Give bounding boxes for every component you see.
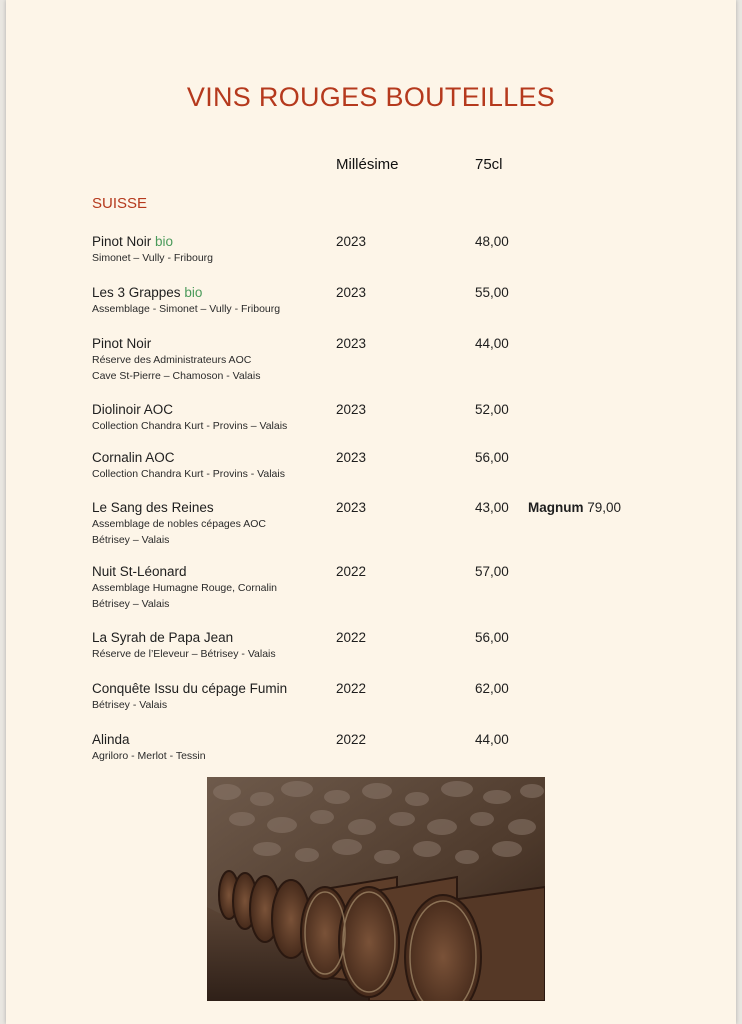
wine-name: Conquête Issu du cépage Fumin [92,681,288,696]
wine-vintage: 2023 [336,285,367,300]
wine-detail: Assemblage de nobles cépages AOC [92,518,266,530]
wine-name: Nuit St-Léonard [92,564,187,579]
wine-item [92,234,712,266]
wine-vintage: 2023 [336,500,367,515]
bio-label: bio [184,285,203,300]
wine-item [92,402,712,434]
wine-vintage: 2022 [336,732,367,747]
wine-item [92,732,712,764]
wine-item [92,285,712,317]
wine-detail: Assemblage - Simonet – Vully - Fribourg [92,303,281,315]
wine-detail: Bétrisey - Valais [92,699,168,711]
wine-name: Cornalin AOC [92,450,175,465]
wine-detail: Assemblage Humagne Rouge, Cornalin [92,582,278,594]
wine-price: 56,00 [475,450,509,465]
wine-name: La Syrah de Papa Jean [92,630,234,645]
wine-name: Alinda [92,732,130,747]
wine-vintage: 2023 [336,402,367,417]
wine-detail: Bétrisey – Valais [92,598,170,610]
page-title: VINS ROUGES BOUTEILLES [186,82,556,112]
wine-price: 57,00 [475,564,509,579]
wine-detail: Agriloro - Merlot - Tessin [92,750,206,762]
wine-vintage: 2022 [336,564,367,579]
wine-barrels-cellar-image [207,777,545,1001]
wine-detail: Réserve de l’Eleveur – Bétrisey - Valais [92,648,276,660]
section-heading-suisse: SUISSE [92,195,148,212]
wine-name: Le Sang des Reines [92,500,214,515]
wine-item [92,500,712,548]
wine-price: 62,00 [475,681,509,696]
wine-item [92,630,712,662]
wine-detail: Collection Chandra Kurt - Provins – Valais [92,420,288,432]
wine-detail: Bétrisey – Valais [92,534,170,546]
wine-item [92,564,712,612]
wine-name: Diolinoir AOC [92,402,174,417]
wine-vintage: 2023 [336,234,367,249]
wine-vintage: 2022 [336,681,367,696]
wine-vintage: 2023 [336,450,367,465]
wine-price: 43,00 [475,500,509,515]
wine-detail: Cave St-Pierre – Chamoson - Valais [92,370,261,382]
magnum-label: Magnum [528,500,584,515]
magnum-price: Magnum 79,00 [528,500,622,515]
bio-label: bio [155,234,174,249]
wine-item [92,336,712,384]
wine-price: 48,00 [475,234,509,249]
vintage-column-header: Millésime [336,156,399,173]
wine-vintage: 2023 [336,336,367,351]
menu-page [6,0,736,1024]
wine-detail: Simonet – Vully - Fribourg [92,252,213,264]
wine-price: 44,00 [475,732,509,747]
wine-price: 55,00 [475,285,509,300]
wine-price: 44,00 [475,336,509,351]
wine-name: Pinot Noir [92,336,152,351]
wine-name: Les 3 Grappes bio [92,285,203,300]
wine-price: 56,00 [475,630,509,645]
wine-price: 52,00 [475,402,509,417]
wine-item [92,681,712,713]
wine-detail: Collection Chandra Kurt - Provins - Valais [92,468,285,480]
wine-detail: Réserve des Administrateurs AOC [92,354,252,366]
price-column-header: 75cl [475,156,503,173]
wine-vintage: 2022 [336,630,367,645]
wine-item [92,450,712,482]
wine-name: Pinot Noir bio [92,234,174,249]
